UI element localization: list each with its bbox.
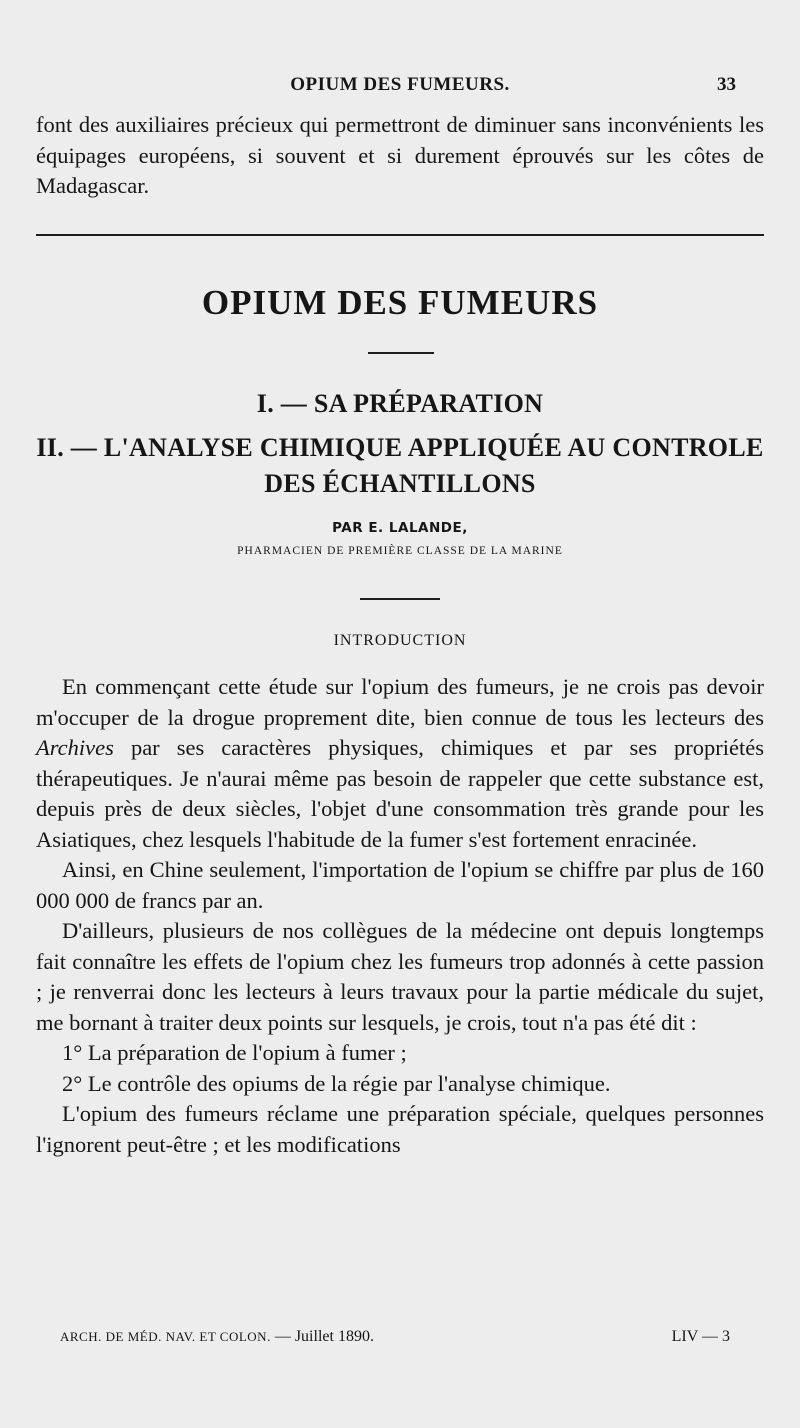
heading-part-2-line-2: DES ÉCHANTILLONS: [264, 469, 536, 498]
footer-volume: LIV — 3: [671, 1328, 730, 1345]
author-affiliation: PHARMACIEN DE PREMIÈRE CLASSE DE LA MARINE: [237, 545, 563, 557]
section-divider: [36, 234, 764, 236]
heading-part-2-line-1: II. — L'ANALYSE CHIMIQUE APPLIQUÉE AU CONTROLE: [36, 433, 764, 462]
paragraph-1: En commençant cette étude sur l'opium des fumeurs, je ne crois pas devoir m'occuper de la drogue proprement dite, bien connue de tous les lecteurs des Archives par ses caractères physiques, chimiques et par ses propriétés thérapeutiques. Je n'aurai même pas besoin de rappeler que cette substance est, depuis près de deux siècles, l'objet d'une consommation très grande pour les Asiatiques, chez lesquels l'habitude de la fumer s'est fortement enracinée.: [36, 674, 764, 852]
list-item-1: 1° La préparation de l'opium à fumer ;: [62, 1040, 407, 1065]
page-number: 33: [717, 74, 736, 95]
continuation-paragraph: [36, 110, 764, 202]
page-footer: [60, 1328, 740, 1354]
footer-date: — Juillet 1890.: [274, 1328, 374, 1345]
list-item-2: 2° Le contrôle des opiums de la régie par l'analyse chimique.: [62, 1070, 611, 1096]
title-rule: [368, 352, 434, 354]
author-name: PAR E. LALANDE,: [332, 520, 468, 536]
author-rule: [360, 598, 440, 600]
paragraph-2: Ainsi, en Chine seulement, l'importation de l'opium se chiffre par plus de 160 000 000 de francs par an.: [36, 857, 764, 913]
paragraph-4: L'opium des fumeurs réclame une préparation spéciale, quelques personnes l'ignorent peut-être ; et les modifications: [36, 1101, 764, 1157]
running-head: [36, 74, 764, 102]
introduction-heading: INTRODUCTION: [333, 632, 467, 649]
footer-journal: ARCH. DE MÉD. NAV. ET COLON.: [60, 1329, 271, 1344]
article-title: OPIUM DES FUMEURS: [201, 283, 599, 322]
paragraph-3: D'ailleurs, plusieurs de nos collègues de la médecine ont depuis longtemps fait connaître les effets de l'opium chez les fumeurs trop adonnés à cette passion ; je renverrai donc les lecteurs à leurs travaux pour la partie médicale du sujet, me bornant à traiter deux points sur lesquels, je crois, tout n'a pas été dit :: [36, 918, 764, 1035]
journal-name-italic: Archives: [36, 735, 114, 760]
heading-part-1: I. — SA PRÉPARATION: [256, 389, 544, 418]
footer-citation: [60, 1328, 374, 1346]
body-text: [36, 672, 764, 1160]
running-head-title: OPIUM DES FUMEURS.: [290, 74, 510, 95]
continuation-text: font des auxiliaires précieux qui permettront de diminuer sans inconvénients les équipages européens, si souvent et si durement éprouvés sur les côtes de Madagascar.: [36, 112, 764, 198]
